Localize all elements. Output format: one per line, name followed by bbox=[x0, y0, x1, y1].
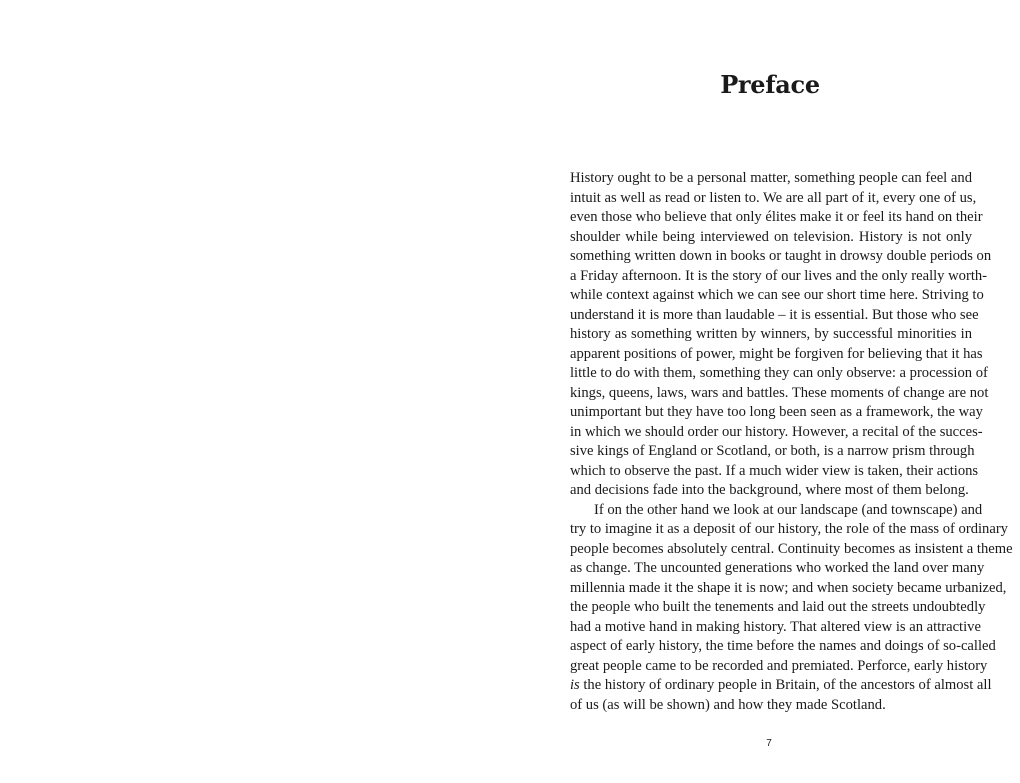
text-line: great people came to be recorded and premiated. Perforce, early history bbox=[570, 657, 988, 674]
text-line: unimportant but they have too long been seen as a framework, the way bbox=[570, 404, 983, 420]
text-line: in which we should order our history. However, a recital of the succes- bbox=[570, 423, 983, 440]
paragraph-1 bbox=[570, 169, 992, 501]
text-line: the people who built the tenements and laid out the streets undoubtedly bbox=[570, 599, 986, 615]
text-line: and decisions fade into the background, where most of them belong. bbox=[570, 482, 969, 498]
page-title: Preface bbox=[720, 70, 820, 99]
paragraph-2 bbox=[570, 501, 1013, 716]
text-line: of us (as will be shown) and how they made Scotland. bbox=[570, 696, 886, 713]
text-line-rest: the history of ordinary people in Britain, of the ancestors of almost all bbox=[579, 677, 992, 693]
preface-body bbox=[570, 169, 1013, 715]
text-line: kings, queens, laws, wars and battles. These moments of change are not bbox=[570, 384, 989, 401]
page-number: 7 bbox=[766, 738, 772, 749]
text-line: people becomes absolutely central. Continuity becomes as insistent a theme bbox=[570, 540, 1013, 557]
text-line: while context against which we can see our short time here. Striving to bbox=[570, 287, 984, 303]
text-line-with-emphasis bbox=[570, 676, 992, 696]
text-line: little to do with them, something they can only observe: a procession of bbox=[570, 365, 988, 381]
text-line: which to observe the past. If a much wider view is taken, their actions bbox=[570, 462, 979, 479]
text-line: shoulder while being interviewed on television. History is not only bbox=[570, 228, 972, 245]
text-line: History ought to be a personal matter, something people can feel and bbox=[570, 170, 972, 186]
emphasis-word: is bbox=[570, 677, 580, 693]
text-line: sive kings of England or Scotland, or both, is a narrow prism through bbox=[570, 443, 975, 459]
text-line: intuit as well as read or listen to. We are all part of it, every one of us, bbox=[570, 189, 977, 206]
text-line: apparent positions of power, might be forgiven for believing that it has bbox=[570, 345, 983, 362]
text-line: aspect of early history, the time before the names and doings of so-called bbox=[570, 638, 996, 654]
text-line: as change. The uncounted generations who worked the land over many bbox=[570, 560, 985, 576]
text-line: had a motive hand in making history. That altered view is an attractive bbox=[570, 618, 981, 635]
text-line: even those who believe that only élites make it or feel its hand on their bbox=[570, 209, 983, 225]
text-line: a Friday afternoon. It is the story of our lives and the only really worth- bbox=[570, 267, 988, 284]
text-line: understand it is more than laudable – it is essential. But those who see bbox=[570, 306, 979, 323]
text-line: millennia made it the shape it is now; and when society became urbanized, bbox=[570, 579, 1007, 596]
text-line: If on the other hand we look at our landscape (and townscape) and bbox=[594, 501, 983, 518]
text-line: something written down in books or taught in drowsy double periods on bbox=[570, 248, 992, 264]
text-line: try to imagine it as a deposit of our history, the role of the mass of ordinary bbox=[570, 521, 1008, 537]
text-line: history as something written by winners, by successful minorities in bbox=[570, 326, 972, 342]
